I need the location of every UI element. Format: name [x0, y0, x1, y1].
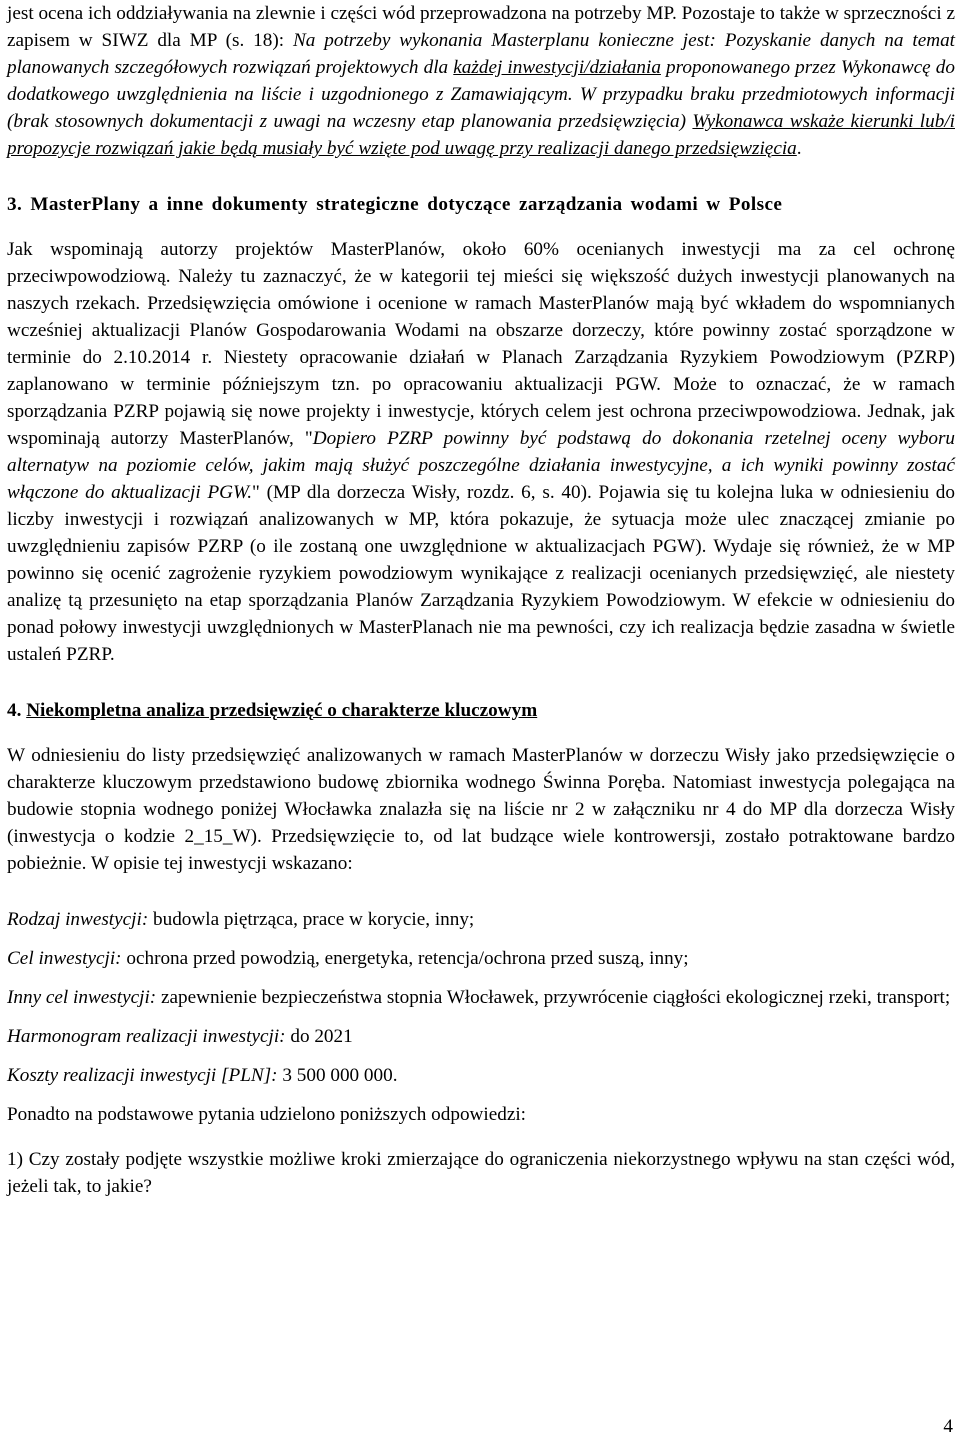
section-3-title: MasterPlany a inne dokumenty strategiczne dotyczące zarządzania wodami w Polsce	[30, 194, 783, 215]
detail-cost-label: Koszty realizacji inwestycji [PLN]:	[7, 1065, 278, 1086]
detail-schedule-label: Harmonogram realizacji inwestycji:	[7, 1026, 286, 1047]
intro-text-1: jest ocena ich oddziaływania na zlewnie i części wód przeprowadzona na potrzeby MP. Pozostaje to także w sprzeczności z zapisem w SIWZ dla MP (s. 18):	[7, 3, 955, 51]
section-3-text-2: " (MP dla dorzecza Wisły, rozdz. 6, s. 40). Pojawia się tu kolejna luka w odniesieniu do liczby inwestycji i rozwiązań analizowanych w MP, która pokazuje, że sytuacja może ulec znaczącej zmianie po uwzględnieniu zapisów PZRP (o ile zostaną one uwzględnione w aktualizacjach PGW). Wydaje się również, że w MP powinno się ocenić zagrożenie ryzykiem powodziowym wynikające z realizacji ocenianych przedsięwzięć, ale niestety analizę tą przesunięto na etap sporządzania Planów Zarządzania Ryzykiem Powodziowym. W efekcie w odniesieniu do ponad połowy inwestycji uwzględnionych w MasterPlanach nie ma pewności, czy ich realizacja będzie zasadna w świetle ustaleń PZRP.	[7, 482, 955, 665]
section-3-number: 3.	[7, 194, 23, 215]
section-4-number: 4.	[7, 700, 22, 721]
detail-schedule	[7, 1023, 955, 1050]
section-4-body: W odniesieniu do listy przedsięwzięć analizowanych w ramach MasterPlanów w dorzeczu Wisły jako przedsięwzięcie o charakterze kluczowym przedstawiono budowę zbiornika wodnego Świnna Poręba. Natomiast inwestycja polegająca na budowie stopnia wodnego poniżej Włocławka znalazła się na liście nr 2 w załączniku nr 4 do MP dla dorzecza Wisły (inwestycja o kodzie 2_15_W). Przedsięwzięcie to, od lat budzące wiele kontrowersji, zostało potraktowane bardzo pobieżnie. W opisie tej inwestycji wskazano:	[7, 745, 955, 874]
intro-quote-underlined-2: Wykonawca wskaże kierunki lub/i propozycje rozwiązań jakie będą musiały być wzięte pod uwagę przy realizacji danego przedsięwzięcia	[7, 111, 955, 159]
section-3-text-1: Jak wspominają autorzy projektów MasterPlanów, około 60% ocenianych inwestycji ma za cel ochronę przeciwpowodziową. Należy tu zaznaczyć, że w kategorii tej mieści się większość dużych inwestycji planowanych na naszych rzekach. Przedsięwzięcia omówione i ocenione w ramach MasterPlanów mają być wkładem do wspomnianych wcześniej aktualizacji Planów Gospodarowania Wodami na obszarze dorzeczy, które powinny zostać sporządzone w terminie do 2.10.2014 r. Niestety opracowanie działań w Planach Zarządzania Ryzykiem Powodziowym (PZRP) zaplanowano w terminie późniejszym tzn. po opracowaniu aktualizacji PGW. Może to oznaczać, że w ramach sporządzania PZRP pojawią się nowe projekty i inwestycje, których celem jest ochrona przeciwpowodziowa. Jednak, jak wspominają autorzy MasterPlanów, "	[7, 239, 955, 449]
intro-quote-2: proponowanego przez Wykonawcę do dodatkowego uwzględnienia na liście i uzgodnionego z Zamawiającym. W przypadku braku przedmiotowych informacji (brak stosownych dokumentacji z uwagi na wczesny etap planowania przedsięwzięcia)	[7, 57, 955, 132]
answers-intro: Ponadto na podstawowe pytania udzielono poniższych odpowiedzi:	[7, 1104, 527, 1125]
detail-cost	[7, 1062, 955, 1089]
detail-goal-value: ochrona przed powodzią, energetyka, retencja/ochrona przed suszą, inny;	[121, 948, 689, 969]
question-1: 1) Czy zostały podjęte wszystkie możliwe kroki zmierzające do ograniczenia niekorzystnego wpływu na stan części wód, jeżeli tak, to jakie?	[7, 1149, 955, 1197]
detail-other-goal-label: Inny cel inwestycji:	[7, 987, 157, 1008]
section-4-title: Niekompletna analiza przedsięwzięć o charakterze kluczowym	[26, 700, 538, 721]
investment-details	[7, 906, 955, 1128]
detail-type-value: budowla piętrząca, prace w korycie, inny;	[148, 909, 475, 930]
detail-schedule-value: do 2021	[285, 1026, 353, 1047]
section-3-quote: Dopiero PZRP powinny być podstawą do dokonania rzetelnej oceny wyboru alternatyw na poziomie celów, jakim mają służyć poszczególne działania inwestycyjne, a ich wyniki powinny zostać włączone do aktualizacji PGW.	[7, 428, 956, 503]
intro-quote-1: Na potrzeby wykonania Masterplanu konieczne jest: Pozyskanie danych na temat planowanych szczegółowych rozwiązań projektowych dla	[7, 30, 955, 78]
detail-type-label: Rodzaj inwestycji:	[7, 909, 149, 930]
intro-text-2: .	[796, 138, 802, 159]
detail-cost-value: 3 500 000 000.	[277, 1065, 398, 1086]
section-3-body	[7, 236, 955, 668]
detail-other-goal	[7, 984, 955, 1011]
section-3-heading	[7, 191, 955, 218]
page-number: 4	[943, 1416, 953, 1437]
intro-paragraph	[7, 0, 955, 162]
detail-goal	[7, 945, 955, 972]
detail-goal-label: Cel inwestycji:	[7, 948, 122, 969]
detail-other-goal-value: zapewnienie bezpieczeństwa stopnia Włocławek, przywrócenie ciągłości ekologicznej rzeki, transport;	[156, 987, 951, 1008]
section-4-heading	[7, 697, 955, 724]
intro-quote-underlined-1: każdej inwestycji/działania	[453, 57, 661, 78]
detail-type	[7, 906, 955, 933]
